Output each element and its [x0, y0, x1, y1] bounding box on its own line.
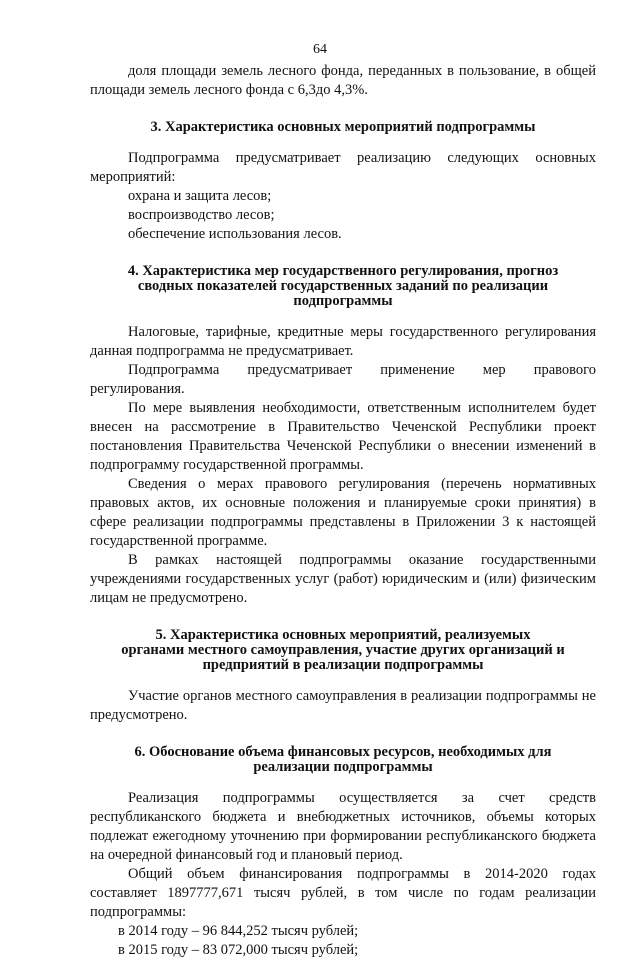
section-5-paragraph: Участие органов местного самоуправления в реализации подпрограммы не предусмотрено.	[90, 688, 596, 723]
section-6-title-line-1: 6. Обоснование объема финансовых ресурсов, необходимых для	[134, 744, 552, 760]
section-3-title: 3. Характеристика основных мероприятий подпрограммы	[150, 119, 536, 135]
section-6-title	[90, 745, 596, 775]
list-item: воспроизводство лесов;	[128, 207, 275, 223]
list-item: в 2014 году – 96 844,252 тысяч рублей;	[118, 923, 359, 939]
section-6-list	[90, 922, 596, 960]
section-4-title-line-1: 4. Характеристика мер государственного регулирования, прогноз	[127, 263, 559, 279]
section-4-title	[90, 264, 596, 309]
section-6-paragraph-2: Общий объем финансирования подпрограммы в 2014-2020 годах составляет 1897777,671 тысяч рублей, в том числе по годам реализации подпрограммы:	[90, 866, 596, 920]
section-5-title-line-3: предприятий в реализации подпрограммы	[202, 657, 484, 673]
section-3-list	[90, 187, 596, 244]
section-6-paragraph-1: Реализация подпрограммы осуществляется за счет средств республиканского бюджета и внебюджетных источников, объемы которых подлежат ежегодному уточнению при формировании республиканского бюджета на очередной финансовый год и плановый период.	[90, 790, 596, 863]
section-5-title-line-1: 5. Характеристика основных мероприятий, реализуемых	[155, 627, 531, 643]
intro-paragraph: доля площади земель лесного фонда, переданных в пользование, в общей площади земель лесного фонда с 6,3до 4,3%.	[90, 63, 596, 98]
section-4-title-line-2: сводных показателей государственных заданий по реализации	[137, 278, 549, 294]
section-3-paragraph: Подпрограмма предусматривает реализацию следующих основных мероприятий:	[90, 150, 596, 185]
document-body	[90, 62, 596, 960]
section-4-paragraph-4: Сведения о мерах правового регулирования (перечень нормативных правовых актов, их основные положения и планируемые сроки принятия) в сфере реализации подпрограммы представлены в Приложении 3 к настоящей государственной программе.	[90, 476, 596, 549]
section-4-paragraph-1: Налоговые, тарифные, кредитные меры государственного регулирования данная подпрограмма не предусматривает.	[90, 324, 596, 359]
section-6-title-line-2: реализации подпрограммы	[253, 759, 433, 775]
section-4-paragraph-3: По мере выявления необходимости, ответственным исполнителем будет внесен на рассмотрение в Правительство Чеченской Республики проект постановления Правительства Чеченской Республики о внесении изменений в подпрограмму государственной программы.	[90, 400, 596, 473]
section-4-paragraph-5: В рамках настоящей подпрограммы оказание государственными учреждениями государственных услуг (работ) юридическим и (или) физическим лицам не предусмотрено.	[90, 552, 596, 606]
page-number: 64	[313, 42, 327, 57]
section-5-title	[90, 628, 596, 673]
section-5-title-line-2: органами местного самоуправления, участие других организаций и	[121, 642, 565, 658]
list-item: в 2015 году – 83 072,000 тысяч рублей;	[118, 942, 359, 958]
list-item: охрана и защита лесов;	[128, 188, 272, 204]
section-4-title-line-3: подпрограммы	[293, 293, 393, 309]
section-4-paragraph-2: Подпрограмма предусматривает применение мер правового регулирования.	[90, 362, 596, 397]
list-item: обеспечение использования лесов.	[128, 226, 342, 242]
